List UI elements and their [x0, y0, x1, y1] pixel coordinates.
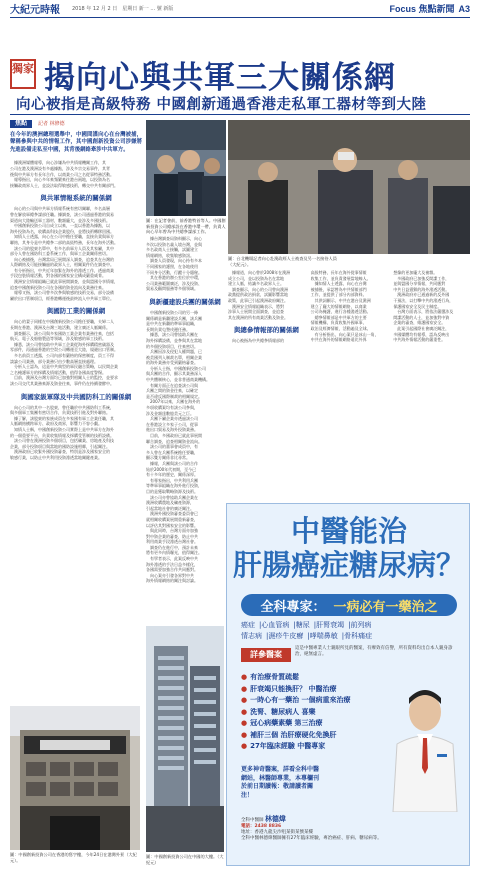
- ad-title-line: 中醫能治: [290, 514, 407, 548]
- disease-item: 骨科痛症: [344, 632, 373, 640]
- section-heading: 與國防工業的關係網: [46, 307, 106, 316]
- ad-banner-slogan: 一病必有一藥治之: [333, 599, 438, 615]
- tcm-advertisement: [226, 503, 470, 866]
- page-number: A3: [458, 4, 470, 14]
- divider: [10, 114, 470, 115]
- bullet-icon: ●: [241, 696, 248, 704]
- ad-bullet: [241, 730, 391, 742]
- section-tag: 焦點: [10, 120, 32, 128]
- ad-bullet-list: [241, 672, 391, 753]
- exclusive-badge: [10, 59, 36, 89]
- lead-paragraph: 在今年的澳洲總理選舉中，中國間諜向心在台灣被捕，聲稱參與中共的情報工作，其中國創新投資公司涉嫌將先進設備走私至中國，其背後網絡牽涉中共軍方。: [10, 131, 142, 153]
- ad-description: 這是中醫專業人士親眼所見的醫案，有療效有信譽，所有資料均出自本人親身診治，絕無虛言。: [295, 646, 453, 657]
- photo-caption: 圖：台北機場記者向心赴澳政經人士被查及另一名接待人員（大紀元）。: [228, 256, 337, 267]
- disease-item: 心血管病: [261, 621, 290, 629]
- ad-disease-list: 癌症 | 心血管病 | 糖尿 | 肝腎衰竭 | 前列病 情志病 | 濕疹牛皮癬 | 哮喘鼻敏 | 骨科痛症: [241, 621, 373, 640]
- ad-case-badge: 詳參醫案: [241, 648, 291, 662]
- ad-banner-label: 全科專家：: [260, 599, 326, 615]
- headline: 揭向心與共軍三大關係網: [44, 59, 396, 96]
- article-middle-column: [146, 236, 224, 620]
- bullet-text: 肝衰竭只能換肝？ 中醫治療: [250, 684, 337, 693]
- disease-item: 情志病: [241, 632, 262, 640]
- disease-item: 哮喘鼻敏: [309, 632, 338, 640]
- byline: 記者 林修德: [38, 121, 65, 127]
- ad-title-line: 肝腸癌症糖尿病？: [232, 548, 465, 582]
- body-text: 向心的公司與中共軍方情報系統有密切關聯，多名高層 曾在解放軍總參謀部任職。據調查，該公司通過香港的貿易 渠道向大陸輸送軍工器材，數額龐大，並涉及多國技術。 中國創新投資公司自成立以來，一直以香港為據點，以 海外投資為名，收購高科技企業股份，並將技術轉移回國。 知情人士透露，向心在公司中擔任要職，直接負責與軍方 聯絡，其身分是中共總參二部的高級特務，長年在海外活動。 該公司的股東名單中，有多名前軍方人員及其家屬，其中 部分人曾在國防科工委系統工作，與軍工企業關係密切。 向心被捕後，台灣當局已展開深入調查，追查其在台灣的 人際網絡及可能接觸過的政界人士，相關案件仍在調查中。 有分析指出，中共近年加緊在海外的滲透工作，透過商業 手段包裝情報活動，對各國的國家安全構成嚴重威脅。 澳洲安全情報組織已就此事展開調查，並與盟國分享情報， 追查中國創新投資公司在各國的資金流向及業務往來。 報導又指，該公司曾多次參與敏感的技術交易，部分設備 屬於出口管制項目，經香港轉運後最終流入中共軍工單位。: [10, 206, 118, 301]
- section-heading: 與共軍情報系統的關係網: [40, 194, 112, 203]
- masthead: [10, 0, 470, 18]
- ad-address: 地址：香港九龍尖沙咀某街某號某樓: [241, 830, 313, 835]
- dateline: 2018 年 12 月 2 日 星期日 新一 ... 號 新版: [72, 6, 174, 12]
- disease-item: 肝腎衰竭: [316, 621, 345, 629]
- section-name: Focus 焦點新聞: [389, 4, 455, 14]
- headline-block: [10, 56, 470, 96]
- bullet-icon: ●: [241, 684, 248, 693]
- ad-bullet: [241, 695, 391, 707]
- bullet-text: 洗腎、糖尿病人 喜樂: [250, 707, 316, 716]
- ad-bullet: [241, 684, 391, 696]
- photo-press-conference: [146, 120, 226, 216]
- ad-bullet: [241, 707, 391, 719]
- section-heading: 與總參情報部的關係網: [233, 326, 299, 335]
- ad-bullet: [241, 741, 391, 753]
- photo-caption: 圖：在記者會前，前香港特首等人。中國創新投資公司總部設在香港中環一帶，負責人向心早年曾為中共總參謀部工作。: [146, 218, 226, 235]
- body-text: 據澳洲媒體報導，向心涉嫌為中共情報機關工作，其 公司在港及澳洲設有多處據點，涉及多宗交易事件，其背 後與中共軍方有長年合作，以商業公司之名從事特務活動。 報導指出，向心多年來頻繁來往港台兩地，以投資為名 接觸政商界人士，並設法取得敏感技術，轉交中共有關部門。: [10, 160, 118, 188]
- section-label: [389, 2, 470, 15]
- disease-item: 癌症: [241, 621, 255, 629]
- exclusive-label: 獨家: [12, 62, 34, 75]
- bullet-text: 補肝三個 治肝療硬化免換肝: [250, 730, 337, 739]
- bullet-text: 27年臨床經驗 中醫專家: [250, 742, 326, 750]
- doctor-title: 全科中醫師: [241, 818, 264, 823]
- bullet-text: 有治療骨質疏鬆: [250, 673, 300, 681]
- photo-caption: 圖：中國創新投資公司在中國的大樓。（大紀元）: [146, 854, 224, 865]
- doctor-name: 林德煒: [264, 815, 286, 823]
- bullet-text: 一時心有一藥治 一個病重來治療: [250, 696, 351, 704]
- ad-banner: [241, 594, 457, 616]
- newspaper-logo: 大紀元時報: [10, 5, 60, 16]
- doctor-portrait: [387, 682, 463, 812]
- photo-airport: [228, 120, 470, 254]
- body-text: 據台灣調查局資料顯示，向心 多次以投資名義入境台灣，並與 多名政商人士接觸，試圖建立 情報網絡，收集敏感資訊。 調查人員發現，向心持有多本 不同國家的護照，在各地使用 不同身分活動，行蹤十分隱秘。 其在香港的辦公室位於中環， 公司業務範圍廣泛，涉及投資、 貿易及顧問服務等多個領域。: [146, 236, 202, 292]
- photo-caption: 圖：中國創新投資公司在香港的寫字樓，今年24日在港灣外景（大紀元）。: [10, 852, 137, 863]
- disease-item: 濕疹牛皮癬: [268, 632, 304, 640]
- ad-title: [227, 514, 471, 582]
- body-text: 中國創新投資公司的另一條 關係網是新疆建設兵團，該兵團 是中共在新疆的準軍事組織， 長期負責屯墾戍邊任務。 據悉，該公司曾協助兵團在 海外採購設備，並參與其在當地 的多個投資項目，往來密切。 兵團因涉及侵犯人權問題，已 被美國列入制裁名單，相關企業 的海外業務亦受到嚴格審查。 分析人士指，中國創新投資公司 與兵團的合作，顯示其業務深入 中共體制核心，並非普通商業機構。 有關方面正在追查該公司與 兵團之間的資金往來，以確定 是否違反國際制裁的相關規定。 2007年以來，兵團在海外的 多項收購案均有該公司參與， 涉及金額達數億美元之巨。 兵團下屬企業亦透過該公司 在香港設立多家子公司，從事 進出口貿易及海外投資業務。 目前，多國政府已就此事展開 聯合調查，追查相關資金流向。 該公司的董事會成員中，有 多人曾在兵團系統擔任要職， 顯示雙方關係非比尋常。 據報，兵團與該公司的合作 始於2000年代初期，至今已 有十多年的歷史，關係深厚。 有專家指出，中共利用兵團 等準軍事組織在海外進行投資， 目的是獲取戰略資源及技術。 該公司亦曾協助兵團企業在 澳洲收購農地及礦產資源， 引起當地社會的廣泛關注。 澳洲外國投資審查委員會已 就相關收購案展開重新審查， 以評估其對國家安全的影響。 與此同時，台灣方面亦加強 對中資企業的審查，防止中共 利用商業手段滲透台灣社會。 調查仍在進行中，預計未來 將有更多內情曝光，值得關注。 有學者表示，此案反映中共 海外滲透的手法日益多樣化， 各國需要加強合作共同應對。 向心案亦引發各界對中共 海外情報網絡的關注與討論。: [146, 309, 210, 584]
- ad-bullet: [241, 672, 391, 684]
- bullet-icon: ●: [241, 719, 248, 727]
- bullet-icon: ●: [241, 730, 248, 739]
- photo-tower: [146, 626, 224, 852]
- disease-item: 糖尿: [295, 621, 310, 629]
- section-heading: 與國家級軍隊及中共國防科工的關係網: [20, 392, 132, 401]
- bullet-icon: ●: [241, 707, 248, 716]
- bullet-icon: ●: [241, 742, 248, 750]
- ad-footnote: 全科中醫林德煒醫師擁有27年臨床經驗，專治癌症、肝病、糖尿病等。: [241, 836, 382, 841]
- section-heading: 與新疆建設兵團的關係網: [149, 297, 221, 306]
- subheadline: 向心被指是高級特務 中國創新通過香港走私軍工器材等到大陸: [16, 97, 427, 113]
- ad-bullet: [241, 718, 391, 730]
- photo-office-building: [10, 706, 140, 850]
- disease-item: 前列病: [350, 621, 372, 629]
- ad-phone: 電話：2438 8836: [241, 824, 282, 829]
- body-text: 向心被指為中共總參情報部的 高級特務，長年在海外從事情報 收集工作，並負責發展當地線人。 據知情人士透露，向心在台灣 被捕後，承認曾為中共情報部門 工作，並提供了部分內部資料。 其供詞顯示，中共在港台及澳洲 建立了龐大的情報網絡，以商業 公司為掩護，進行各種滲透活動。 總參情報部是中共軍方的主要 情報機構，負責收集外國軍事、 政治及經濟情報，活動遍及全球。 有分析指出，向心案只是冰山一角， 中共在海外的情報網絡遠比外界 想像的更加龐大及複雜。 多國政府已加強反間諜工作， 並與盟國分享情報，共同應對 中共日益猖獗的海外滲透活動。 澳洲政府亦已通過新的反外國 干預法，以打擊中共的滲透行為， 保護國家安全及民主制度。 台灣方面表示，將依法嚴懲涉及 間諜活動的人士，並加強對中資 企業的審查，維護國家安全。 此案引起國際社會廣泛關注， 多國媒體均有報導，認為反映出 中共海外情報活動的嚴重性。: [228, 270, 454, 344]
- body-text: 據報道，向心曾於2008年在澳洲 成立公司，並以投資為名在當地 建立人脈，結識多名政界人士。 調查顯示，向心的公司曾向澳洲 政黨提供政治捐款，試圖影響當地 政策，此事已引起澳洲政府關注。 澳洲安全情報組織表示，將對 涉事人士展開全面調查，並追查 其在澳洲的所有商業活動及資金。: [228, 270, 291, 320]
- article-right-column: [228, 270, 470, 496]
- ad-promo-text: 更多神奇醫案，詳看全科中醫網站，林醫師專業，本專欄刊於前日期讀報：敬請讀者關注！: [241, 766, 320, 799]
- body-text: 向心公司的其中一名股東，曾任職於中共國防科工系統， 與多個軍工集團有密切合作，負責技術引進及對外聯絡。 據了解，該股東的家族成員在多家國有軍工企業任職，其 人脈網絡橫跨軍方、政府及商界，影響力不容小覷。 知情人士稱，中國創新投資公司實際上是中共軍方在海外 的一個重要平台，負責收集情報及採購受管制的技術設備。 該公司曾在澳洲投資多個項目，包括礦業、房地產及科技 企業，部分投資項目與當地的國防設施相鄰，引起關注。 澳洲政府已收緊外國投資審查，特別是涉及國家安全的 敏感行業，以防止中共利用投資滲透當地關鍵產業。: [10, 404, 114, 460]
- body-text: 向心的妻子同樣在中國創新投資公司擔任要職，夫婦二人 長期在香港、澳洲及台灣三地活動，建立廣泛人脈關係。 調查顯示，該公司與多家國防工業企業有業務往來，包括 航天、電子及船舶製造等領域，涉及敏感的軍工技術。 據悉，該公司曾協助中共軍工企業從海外採購精密儀器及 零部件，再通過香港的空殼公司轉運至大陸，規避出口管制。 多名前員工透露，公司內部有嚴格的保密制度，員工不得 談論公司業務，部分業務只由少數高層直接處理。 分析人士認為，這是中共典型的軍民融合策略，以民間企業 之名掩護軍方的採購及情報活動，值得各國高度警惕。 目前，澳洲及台灣方面均已加強對相關人士的監控，並要求 該公司交代其業務來源及資金往來，事件仍在持續發酵中。: [10, 319, 118, 386]
- bullet-text: 冠心病藥素藥 第三治療: [250, 719, 323, 727]
- ad-contact-block: [241, 816, 457, 842]
- bullet-icon: ●: [241, 673, 248, 681]
